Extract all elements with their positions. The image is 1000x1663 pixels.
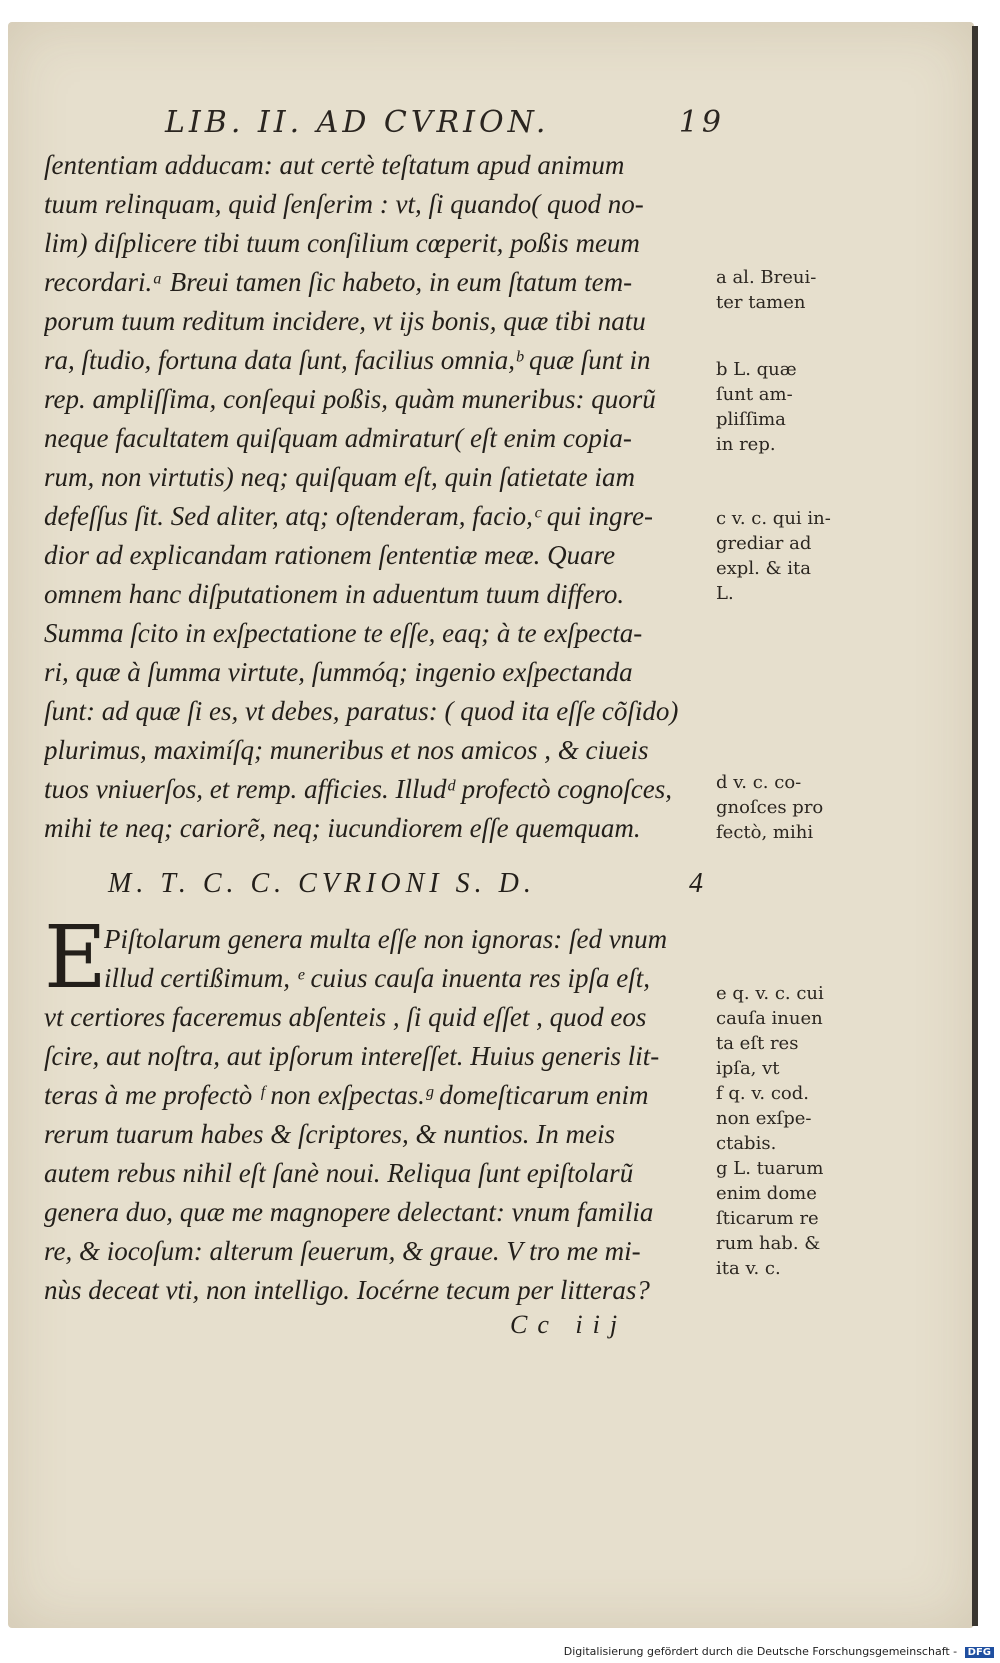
text-line: plurimus, maximíſq; muneribus et nos amicos , & ciueis bbox=[44, 735, 649, 765]
text-line: ſcire, aut noſtra, aut ipſorum intereſſet. Huius generis lit- bbox=[44, 1041, 660, 1071]
text-line: neque facultatem quiſquam admiratur( eſt enim copia- bbox=[44, 423, 632, 453]
marginal-line: expl. & ita bbox=[716, 558, 811, 579]
folio-number: 19 bbox=[678, 105, 725, 140]
marginal-line: b L. quæ bbox=[716, 359, 797, 380]
marginal-line: gnoſces pro bbox=[716, 797, 824, 818]
marginal-note-efg bbox=[716, 981, 856, 1281]
marginal-line: in rep. bbox=[716, 434, 776, 455]
marginal-line: ipſa, vt bbox=[716, 1058, 780, 1079]
text-line: Summa ſcito in exſpectatione te eſſe, eaq; à te exſpecta- bbox=[44, 618, 643, 648]
marginal-line: ita v. c. bbox=[716, 1258, 781, 1279]
marginal-line: ſunt am- bbox=[716, 384, 793, 405]
marginal-line: rum hab. & bbox=[716, 1233, 821, 1254]
marginal-note-d bbox=[716, 770, 856, 845]
drop-cap-initial: E bbox=[44, 908, 107, 1008]
marginal-line: enim dome bbox=[716, 1183, 817, 1204]
text-line: ſunt: ad quæ ſi es, vt debes, paratus: ( quod ita eſſe cõſido) bbox=[44, 696, 679, 726]
text-line: tuos vniuerſos, et remp. afficies. Illudᵈ profectò cognoſces, bbox=[44, 774, 673, 804]
text-line: vt certiores faceremus abſenteis , ſi quid eſſet , quod eos bbox=[44, 1002, 647, 1032]
marginal-line: d v. c. co- bbox=[716, 772, 802, 793]
footer-text: Digitalisierung gefördert durch die Deutsche Forschungsgemeinschaft - bbox=[563, 1645, 958, 1658]
marginal-line: f q. v. cod. bbox=[716, 1083, 809, 1104]
text-line: dior ad explicandam rationem ſententiæ meæ. Quare bbox=[44, 540, 616, 570]
marginal-note-c bbox=[716, 506, 856, 606]
marginal-line: c v. c. qui in- bbox=[716, 508, 831, 529]
marginal-line: e q. v. c. cui bbox=[716, 983, 824, 1004]
text-line: ra, ſtudio, fortuna data ſunt, facilius omnia,ᵇ quæ ſunt in bbox=[44, 345, 651, 375]
marginal-line: fectò, mihi bbox=[716, 822, 814, 843]
text-line: mihi te neq; cariorẽ, neq; iucundiorem eſſe quemquam. bbox=[44, 813, 641, 843]
marginal-line: g L. tuarum bbox=[716, 1158, 824, 1179]
text-line: recordari.ᵃ Breui tamen ſic habeto, in eum ſtatum tem- bbox=[44, 267, 633, 297]
letter-heading bbox=[108, 868, 708, 908]
text-line: ſententiam adducam: aut certè teſtatum apud animum bbox=[44, 150, 625, 180]
text-line: tuum relinquam, quid ſenſerim : vt, ſi quando( quod no- bbox=[44, 189, 644, 219]
text-line: lim) diſplicere tibi tuum conſilium cœperit, poßis meum bbox=[44, 228, 640, 258]
text-line: rum, non virtutis) neq; quiſquam eſt, quin ſatietate iam bbox=[44, 462, 635, 492]
marginal-line: pliſſima bbox=[716, 409, 786, 430]
text-line: rep. ampliſſima, conſequi poßis, quàm muneribus: quorũ bbox=[44, 384, 656, 414]
digitization-footer bbox=[564, 1645, 994, 1661]
letter-number: 4 bbox=[689, 868, 708, 899]
marginal-line: non exſpe- bbox=[716, 1108, 812, 1129]
running-head-title: LIB. II. AD CVRION. bbox=[165, 105, 550, 140]
text-line: autem rebus nihil eſt ſanè noui. Reliqua ſunt epiſtolarũ bbox=[44, 1158, 634, 1188]
marginal-line: a al. Breui- bbox=[716, 267, 817, 288]
letter-heading-title: M. T. C. C. CVRIONI S. D. bbox=[108, 868, 536, 899]
text-line: ri, quæ à ſumma virtute, ſummóq; ingenio exſpectanda bbox=[44, 657, 633, 687]
text-line: Piſtolarum genera multa eſſe non ignoras: ſed vnum bbox=[104, 924, 668, 954]
text-line: omnem hanc diſputationem in aduentum tuum differo. bbox=[44, 579, 625, 609]
text-line: rerum tuarum habes & ſcriptores, & nuntios. In meis bbox=[44, 1119, 615, 1149]
marginal-line: ctabis. bbox=[716, 1133, 777, 1154]
text-line: illud certißimum, ᵉ cuius cauſa inuenta res ipſa eſt, bbox=[104, 963, 651, 993]
marginal-line: L. bbox=[716, 583, 734, 604]
main-text-block bbox=[44, 146, 714, 848]
marginal-note-a bbox=[716, 265, 856, 315]
marginal-line: cauſa inuen bbox=[716, 1008, 823, 1029]
text-line: teras à me profectò ᶠ non exſpectas.ᵍ domeſticarum enim bbox=[44, 1080, 649, 1110]
text-line: nùs deceat vti, non intelligo. Iocérne tecum per litteras? bbox=[44, 1275, 650, 1305]
marginal-note-b bbox=[716, 357, 856, 457]
text-line: genera duo, quæ me magnopere delectant: vnum familia bbox=[44, 1197, 654, 1227]
dfg-logo: DFG bbox=[965, 1647, 994, 1658]
marginal-line: ter tamen bbox=[716, 292, 806, 313]
signature-mark: Cc iij bbox=[510, 1310, 628, 1339]
text-line: defeſſus ſit. Sed aliter, atq; oſtenderam, facio,ᶜ qui ingre- bbox=[44, 501, 654, 531]
text-line: porum tuum reditum incidere, vt ijs bonis, quæ tibi natu bbox=[44, 306, 646, 336]
marginal-line: ſticarum re bbox=[716, 1208, 819, 1229]
text-line: re, & iocoſum: alterum ſeuerum, & graue. V tro me mi- bbox=[44, 1236, 641, 1266]
running-head bbox=[165, 105, 725, 145]
page-edge bbox=[972, 26, 978, 1626]
marginal-line: grediar ad bbox=[716, 533, 812, 554]
letter-text-block bbox=[44, 908, 714, 1310]
marginal-line: ta eſt res bbox=[716, 1033, 799, 1054]
